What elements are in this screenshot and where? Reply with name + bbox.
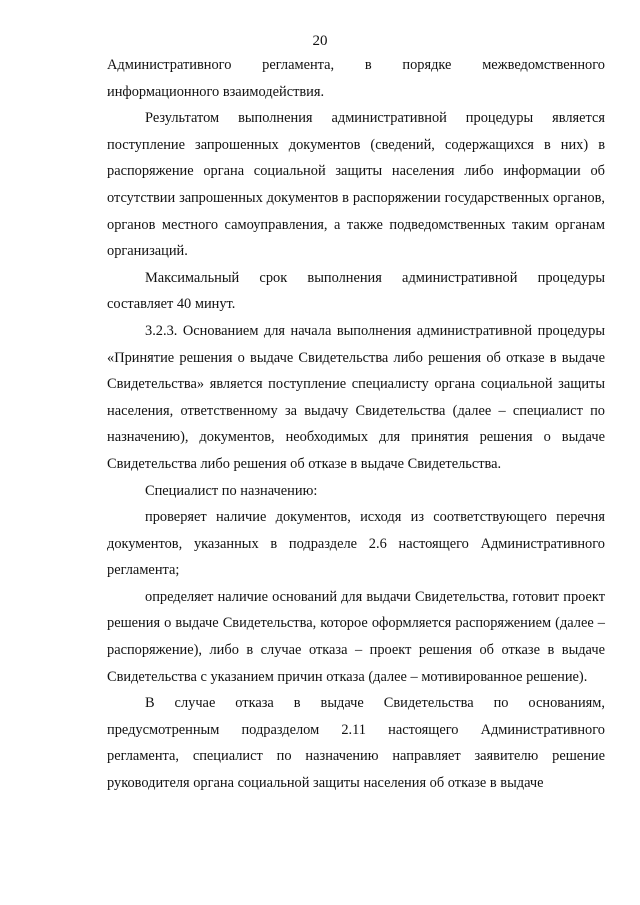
paragraph-checks-documents: проверяет наличие документов, исходя из соответствующего перечня документов, указанных в подразделе 2.6 настоящего Административного регламента; xyxy=(107,509,605,579)
paragraph-section-3-2-3: 3.2.3. Основанием для начала выполнения административной процедуры «Принятие решения о выдаче Свидетельства либо решения об отказе в выдаче Свидетельства» является поступление специалисту органа социальной защиты населения, ответственному за выдачу Свидетельства (далее – специалист по назначению), документов, необходимых для принятия решения о выдаче Свидетельства либо решения об отказе в выдаче Свидетельства. xyxy=(107,322,605,472)
page-body xyxy=(107,52,605,797)
paragraph-determines-grounds: определяет наличие оснований для выдачи Свидетельства, готовит проект решения о выдаче Свидетельства, которое оформляется распоряжением (далее – распоряжение), либо в случае отказа – проект решения об отказе в выдаче Свидетельства с указанием причин отказа (далее – мотивированное решение). xyxy=(107,588,605,685)
paragraph-procedure-result: Результатом выполнения административной процедуры является поступление запрошенных документов (сведений, содержащихся в них) в распоряжение органа социальной защиты населения либо информации об отсутствии запрошенных документов в распоряжении государственных органов, органов местного самоуправления, а также подведомственных таким органам организаций. xyxy=(107,110,605,260)
page-number: 20 xyxy=(312,33,328,49)
paragraph-refusal-case: В случае отказа в выдаче Свидетельства по основаниям, предусмотренным подразделом 2.11 настоящего Административного регламента, специалист по назначению направляет заявителю решение руководителя органа социальной защиты населения об отказе в выдаче xyxy=(107,695,605,792)
paragraph-max-duration: Максимальный срок выполнения административной процедуры составляет 40 минут. xyxy=(107,269,605,313)
paragraph-continuation: Административного регламента, в порядке межведомственного информационного взаимодействия. xyxy=(107,57,605,100)
paragraph-specialist-intro: Специалист по назначению: xyxy=(145,482,318,499)
